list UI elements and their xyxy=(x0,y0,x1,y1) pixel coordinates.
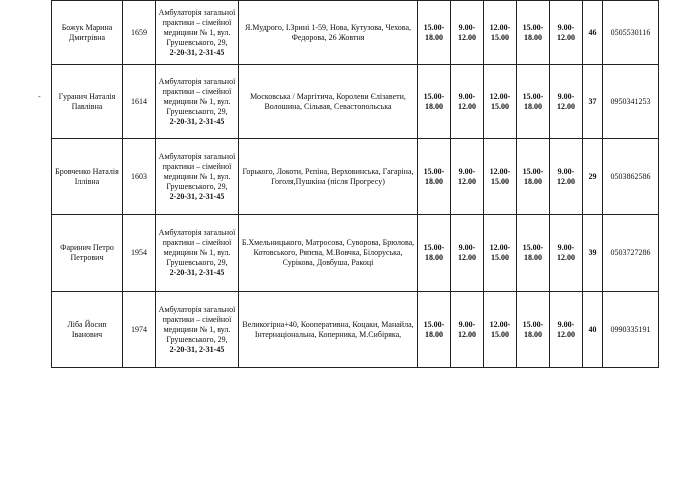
streets-list: Я.Мудрого, І.Зрині 1-59, Нова, Кутузова, Чехова, Федорова, 26 Жовтня xyxy=(239,1,418,65)
time-slot-1: 15.00- 18.00 xyxy=(418,1,451,65)
patient-count: 40 xyxy=(583,292,603,368)
table-row xyxy=(52,139,659,215)
table-row xyxy=(52,292,659,368)
time-slot-2: 9.00- 12.00 xyxy=(451,215,484,292)
time-slot-5: 9.00- 12.00 xyxy=(550,139,583,215)
record-number: 1603 xyxy=(123,139,156,215)
clinic-address: Амбулаторія загальної практики – сімейної медицини № 1, вул. Грушевського, 29, 2-20-31, 2-31-45 xyxy=(156,65,239,139)
record-number: 1974 xyxy=(123,292,156,368)
doctor-name: Гуранич Наталія Павлівна xyxy=(52,65,123,139)
time-slot-4: 15.00- 18.00 xyxy=(517,215,550,292)
doctor-name: Бровченко Наталія Іллівна xyxy=(52,139,123,215)
time-slot-1: 15.00- 18.00 xyxy=(418,65,451,139)
doctor-schedule-table xyxy=(51,0,659,368)
time-slot-1: 15.00- 18.00 xyxy=(418,292,451,368)
record-number: 1954 xyxy=(123,215,156,292)
time-slot-2: 9.00- 12.00 xyxy=(451,139,484,215)
record-number: 1614 xyxy=(123,65,156,139)
streets-list: Великогірна+40, Кооперативна, Коцаки, Манайла, Інтернаціональна, Коперника, М.Сибіряка, xyxy=(239,292,418,368)
streets-list: Б.Хмельницького, Матросова, Суворова, Брюлова, Котовського, Ряпєва, М.Вовчка, Білоруська, Сурікова, Довбуша, Ракоці xyxy=(239,215,418,292)
table-row xyxy=(52,65,659,139)
margin-mark: - xyxy=(38,92,41,101)
time-slot-4: 15.00- 18.00 xyxy=(517,139,550,215)
record-number: 1659 xyxy=(123,1,156,65)
doctor-name: Фаринич Петро Петрович xyxy=(52,215,123,292)
patient-count: 37 xyxy=(583,65,603,139)
time-slot-2: 9.00- 12.00 xyxy=(451,292,484,368)
time-slot-3: 12.00- 15.00 xyxy=(484,292,517,368)
time-slot-4: 15.00- 18.00 xyxy=(517,1,550,65)
streets-list: Московська / Маргітича, Королеви Єлізавети, Волошина, Сільвая, Севастопольська xyxy=(239,65,418,139)
time-slot-2: 9.00- 12.00 xyxy=(451,65,484,139)
time-slot-2: 9.00- 12.00 xyxy=(451,1,484,65)
table-row xyxy=(52,215,659,292)
phone-number: 0950341253 xyxy=(603,65,659,139)
clinic-address: Амбулаторія загальної практики – сімейної медицини № 1, вул. Грушевського, 29, 2-20-31, 2-31-45 xyxy=(156,215,239,292)
time-slot-1: 15.00- 18.00 xyxy=(418,215,451,292)
phone-number: 0503862586 xyxy=(603,139,659,215)
clinic-address: Амбулаторія загальної практики – сімейної медицини № 1, вул. Грушевського, 29, 2-20-31, 2-31-45 xyxy=(156,139,239,215)
patient-count: 29 xyxy=(583,139,603,215)
table-row xyxy=(52,1,659,65)
doctor-name: Божук Марина Дмитрівна xyxy=(52,1,123,65)
time-slot-3: 12.00- 15.00 xyxy=(484,139,517,215)
phone-number: 0503727286 xyxy=(603,215,659,292)
patient-count: 46 xyxy=(583,1,603,65)
time-slot-5: 9.00- 12.00 xyxy=(550,1,583,65)
time-slot-3: 12.00- 15.00 xyxy=(484,1,517,65)
patient-count: 39 xyxy=(583,215,603,292)
doctor-name: Ліба Йосип Іванович xyxy=(52,292,123,368)
time-slot-5: 9.00- 12.00 xyxy=(550,65,583,139)
time-slot-5: 9.00- 12.00 xyxy=(550,292,583,368)
phone-number: 0505530116 xyxy=(603,1,659,65)
time-slot-5: 9.00- 12.00 xyxy=(550,215,583,292)
clinic-address: Амбулаторія загальної практики – сімейної медицини № 1, вул. Грушевського, 29, 2-20-31, 2-31-45 xyxy=(156,292,239,368)
time-slot-3: 12.00- 15.00 xyxy=(484,65,517,139)
time-slot-4: 15.00- 18.00 xyxy=(517,65,550,139)
time-slot-3: 12.00- 15.00 xyxy=(484,215,517,292)
streets-list: Горького, Локоти, Рєпіна, Верховинська, Гагаріна, Гоголя,Пушкіна (після Прогресу) xyxy=(239,139,418,215)
clinic-address: Амбулаторія загальної практики – сімейної медицини № 1, вул. Грушевського, 29, 2-20-31, 2-31-45 xyxy=(156,1,239,65)
phone-number: 0990335191 xyxy=(603,292,659,368)
time-slot-4: 15.00- 18.00 xyxy=(517,292,550,368)
time-slot-1: 15.00- 18.00 xyxy=(418,139,451,215)
